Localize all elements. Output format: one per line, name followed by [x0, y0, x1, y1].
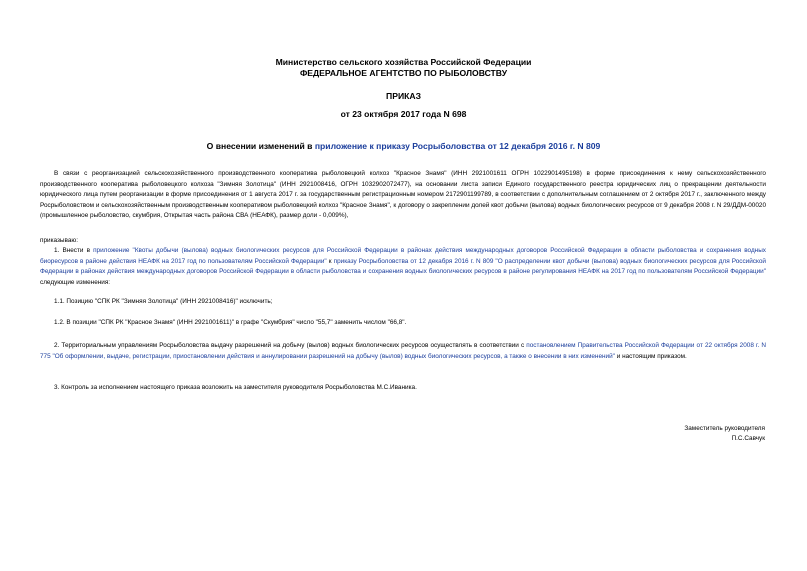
item-1-paragraph — [40, 246, 766, 288]
item-1-middle: к — [326, 257, 334, 265]
government-decree-link[interactable]: постановлением Правительства Российской Федерации от 22 октября 2008 г. N 775 "Об оформлении, выдаче, регистрации, приостановлении действия и аннулировании разрешений на добычу (вылов) водных биологических ресурсов, а также о внесении в них изменений" — [40, 342, 766, 360]
signature-name: П.С.Савчук — [731, 435, 765, 442]
order-word: приказываю: — [40, 237, 78, 244]
item-3: 3. Контроль за исполнением настоящего приказа возложить на заместителя руководителя Росрыболовства М.С.Иваника. — [54, 384, 417, 391]
item-1-1: 1.1. Позицию "СПК РК "Зимняя Золотица" (ИНН 2921008416)" исключить; — [54, 298, 273, 305]
preamble-paragraph: В связи с реорганизацией сельскохозяйственного производственного кооператива рыболовецкий колхоз "Красное Знамя" (ИНН 2921001611 ОГРН 1022901495198) в форме присоединения к нему сельскохозяйственного производственного кооператива рыболовецкого колхоза "Зимняя Золотица" (ИНН 2921008416, ОГРН 1032902072477), на основании листа записи Единого государственного реестра юридических лиц о прекращении деятельности юридического лица путем реорганизации в форме присоединения от 1 августа 2017 г. за государственным регистрационным номером 2172901199789, в соответствии с дополнительным соглашением от 2 октября 2017 г., заключенного между Росрыболовством и сельскохозяйственным производственным кооперативом рыболовецкий колхоз "Красное Знамя", к договору о закреплении долей квот добычи (вылова) водных биологических ресурсов от 9 декабря 2008 г. N 29/ДДМ-00020 (промышленное рыболовство, скумбрия, Открытая часть района СВА (НЕАФК), размер доли - 0,009%), — [40, 170, 766, 219]
item-1-end: следующие изменения: — [40, 278, 111, 286]
item-1-2: 1.2. В позиции "СПК РК "Красное Знамя" (ИНН 2921001611)" в графе "Скумбрия" число "55,7" заменить числом "66,8". — [54, 319, 407, 326]
document-title — [0, 141, 807, 152]
appendix-link[interactable]: приложение "Квоты добычи (вылова) водных биологических ресурсов для Российской Федерации в районах действия международных договоров Российской Федерации в области рыболовства и сохранения водных биоресурсов в районе действия НЕАФК на 2017 год по пользователям Российской Федерации" — [40, 247, 766, 265]
item-2-end: и настоящим приказом. — [614, 352, 687, 360]
order-809-link[interactable]: приказу Росрыболовства от 12 декабря 2016 г. N 809 "О распределении квот добычи (вылова) водных биологических ресурсов для Российской Федерации в районах действия международных договоров Российской Федерации в области рыболовства и сохранения водных биологических ресурсов в районе регулирования НЕАФК на 2017 год по пользователям Российской Федерации" — [40, 257, 766, 275]
signature-position: Заместитель руководителя — [684, 425, 765, 432]
title-prefix: О внесении изменений в — [206, 141, 315, 151]
agency-name: ФЕДЕРАЛЬНОЕ АГЕНТСТВО ПО РЫБОЛОВСТВУ — [299, 68, 508, 78]
document-date-number: от 23 октября 2017 года N 698 — [340, 109, 467, 119]
item-1-start: 1. Внести в — [54, 247, 94, 254]
title-link[interactable]: приложение к приказу Росрыболовства от 12 декабря 2016 г. N 809 — [314, 141, 601, 151]
document-type: ПРИКАЗ — [386, 91, 421, 101]
item-2-paragraph — [40, 341, 766, 362]
ministry-name: Министерство сельского хозяйства Российской Федерации — [275, 57, 532, 67]
item-2-start: 2. Территориальным управлениям Росрыболовства выдачу разрешений на добычу (вылов) водных биологических ресурсов осуществлять в соответствии с — [54, 342, 527, 349]
